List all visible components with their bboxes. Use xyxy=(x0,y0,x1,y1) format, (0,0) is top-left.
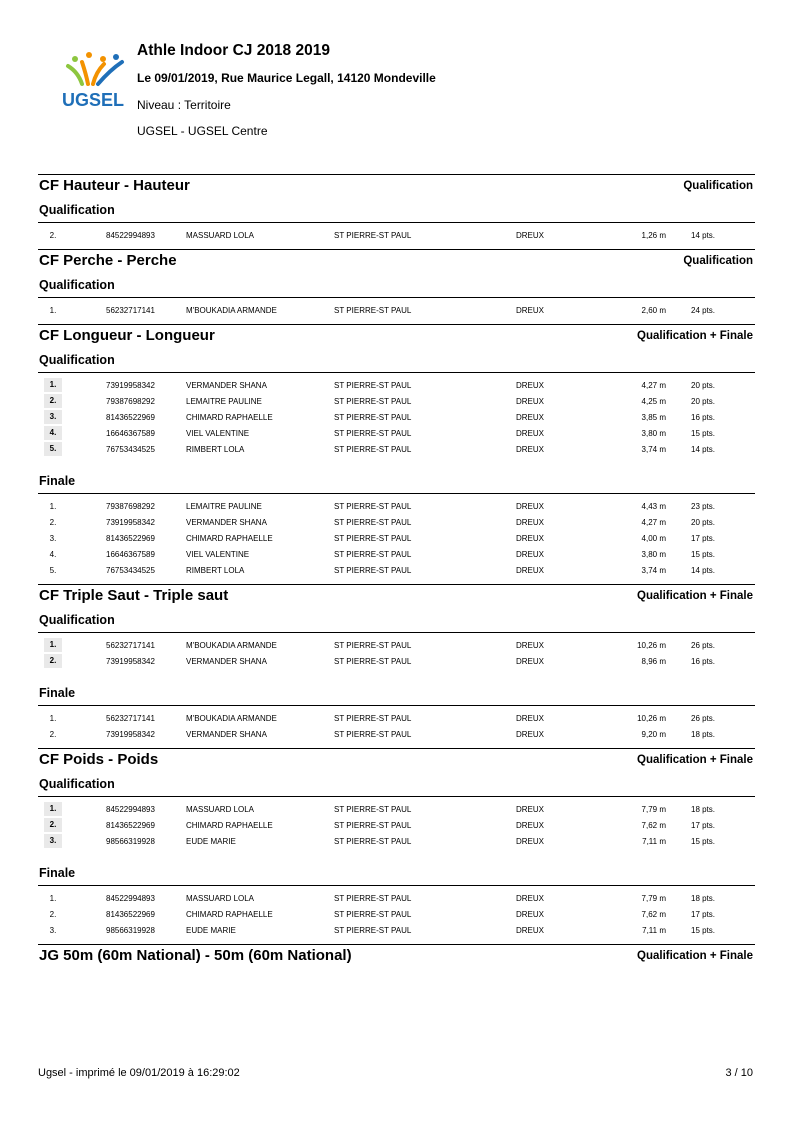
points-cell: 16 pts. xyxy=(691,657,716,666)
rank-cell: 3. xyxy=(49,534,57,543)
city-cell: DREUX xyxy=(516,231,545,240)
license-cell: 16646367589 xyxy=(106,550,155,559)
result-row xyxy=(38,906,755,922)
club-cell: ST PIERRE-ST PAUL xyxy=(334,518,412,527)
result-row xyxy=(38,530,755,546)
event-name: CF Longueur - Longueur xyxy=(39,327,215,344)
result-row xyxy=(38,653,755,669)
license-cell: 84522994893 xyxy=(106,894,155,903)
phase-spacer xyxy=(38,675,755,683)
result-row xyxy=(38,393,755,409)
athlete-name-cell: CHIMARD RAPHAELLE xyxy=(186,534,273,543)
performance-cell: 3,85 m xyxy=(641,413,666,422)
rank-cell: 2. xyxy=(49,231,57,240)
license-cell: 79387698292 xyxy=(106,502,155,511)
license-cell: 84522994893 xyxy=(106,805,155,814)
athlete-name-cell: MASSUARD LOLA xyxy=(186,231,255,240)
performance-cell: 10,26 m xyxy=(637,714,666,723)
club-cell: ST PIERRE-ST PAUL xyxy=(334,837,412,846)
rank-cell: 2. xyxy=(44,394,62,408)
result-row xyxy=(38,441,755,457)
points-cell: 20 pts. xyxy=(691,381,716,390)
phase-label: Finale xyxy=(39,474,76,488)
event-name: CF Triple Saut - Triple saut xyxy=(39,587,229,604)
phase-label: Finale xyxy=(39,866,76,880)
city-cell: DREUX xyxy=(516,805,545,814)
club-cell: ST PIERRE-ST PAUL xyxy=(334,381,412,390)
athlete-name-cell: M'BOUKADIA ARMANDE xyxy=(186,714,277,723)
club-cell: ST PIERRE-ST PAUL xyxy=(334,714,412,723)
points-cell: 17 pts. xyxy=(691,821,716,830)
event-type: Qualification xyxy=(683,180,753,192)
city-cell: DREUX xyxy=(516,821,545,830)
club-cell: ST PIERRE-ST PAUL xyxy=(334,566,412,575)
city-cell: DREUX xyxy=(516,534,545,543)
rank-cell: 1. xyxy=(49,502,57,511)
rank-cell: 1. xyxy=(49,894,57,903)
city-cell: DREUX xyxy=(516,657,545,666)
rank-cell: 1. xyxy=(49,306,57,315)
result-row xyxy=(38,514,755,530)
rank-cell: 5. xyxy=(44,442,62,456)
rank-cell: 2. xyxy=(44,818,62,832)
phase-spacer xyxy=(38,855,755,863)
athlete-name-cell: LEMAITRE PAULINE xyxy=(186,502,262,511)
athlete-name-cell: M'BOUKADIA ARMANDE xyxy=(186,641,277,650)
event-type: Qualification + Finale xyxy=(637,330,753,342)
license-cell: 73919958342 xyxy=(106,518,155,527)
performance-cell: 3,74 m xyxy=(641,566,666,575)
rank-cell: 3. xyxy=(49,926,57,935)
results-content xyxy=(38,174,755,970)
city-cell: DREUX xyxy=(516,502,545,511)
page-number: 3 / 10 xyxy=(725,1067,753,1079)
points-cell: 15 pts. xyxy=(691,837,716,846)
ugsel-logo-graphic xyxy=(60,52,130,112)
points-cell: 14 pts. xyxy=(691,445,716,454)
performance-cell: 9,20 m xyxy=(641,730,666,739)
points-cell: 14 pts. xyxy=(691,566,716,575)
license-cell: 84522994893 xyxy=(106,231,155,240)
performance-cell: 4,27 m xyxy=(641,518,666,527)
phase-header xyxy=(38,683,755,706)
results-table xyxy=(38,886,755,944)
points-cell: 15 pts. xyxy=(691,926,716,935)
performance-cell: 7,79 m xyxy=(641,894,666,903)
event-header xyxy=(38,249,755,275)
club-cell: ST PIERRE-ST PAUL xyxy=(334,413,412,422)
rank-cell: 2. xyxy=(49,518,57,527)
performance-cell: 3,80 m xyxy=(641,550,666,559)
license-cell: 81436522969 xyxy=(106,821,155,830)
event-header xyxy=(38,174,755,200)
phase-header xyxy=(38,350,755,373)
performance-cell: 7,11 m xyxy=(642,837,666,846)
city-cell: DREUX xyxy=(516,730,545,739)
phase-header xyxy=(38,200,755,223)
license-cell: 73919958342 xyxy=(106,657,155,666)
athlete-name-cell: VERMANDER SHANA xyxy=(186,381,267,390)
results-table xyxy=(38,633,755,675)
license-cell: 56232717141 xyxy=(106,714,155,723)
license-cell: 76753434525 xyxy=(106,445,155,454)
phase-header xyxy=(38,610,755,633)
rank-cell: 4. xyxy=(49,550,57,559)
city-cell: DREUX xyxy=(516,837,545,846)
results-table xyxy=(38,706,755,748)
result-row xyxy=(38,498,755,514)
performance-cell: 3,74 m xyxy=(641,445,666,454)
result-row xyxy=(38,377,755,393)
results-table xyxy=(38,494,755,584)
city-cell: DREUX xyxy=(516,550,545,559)
club-cell: ST PIERRE-ST PAUL xyxy=(334,502,412,511)
rank-cell: 4. xyxy=(44,426,62,440)
athlete-name-cell: EUDE MARIE xyxy=(186,926,236,935)
performance-cell: 4,00 m xyxy=(641,534,666,543)
result-row xyxy=(38,227,755,243)
points-cell: 26 pts. xyxy=(691,714,716,723)
points-cell: 24 pts. xyxy=(691,306,716,315)
club-cell: ST PIERRE-ST PAUL xyxy=(334,550,412,559)
points-cell: 14 pts. xyxy=(691,231,716,240)
performance-cell: 8,96 m xyxy=(641,657,666,666)
athlete-name-cell: VIEL VALENTINE xyxy=(186,550,250,559)
athlete-name-cell: CHIMARD RAPHAELLE xyxy=(186,413,273,422)
athlete-name-cell: MASSUARD LOLA xyxy=(186,805,255,814)
performance-cell: 7,11 m xyxy=(642,926,666,935)
license-cell: 76753434525 xyxy=(106,566,155,575)
license-cell: 56232717141 xyxy=(106,641,155,650)
club-cell: ST PIERRE-ST PAUL xyxy=(334,910,412,919)
event-type: Qualification + Finale xyxy=(637,590,753,602)
rank-cell: 1. xyxy=(49,714,57,723)
performance-cell: 3,80 m xyxy=(641,429,666,438)
city-cell: DREUX xyxy=(516,926,545,935)
club-cell: ST PIERRE-ST PAUL xyxy=(334,821,412,830)
phase-label: Finale xyxy=(39,686,76,700)
club-cell: ST PIERRE-ST PAUL xyxy=(334,306,412,315)
athlete-name-cell: RIMBERT LOLA xyxy=(186,566,245,575)
rank-cell: 3. xyxy=(44,410,62,424)
event-header xyxy=(38,584,755,610)
points-cell: 18 pts. xyxy=(691,894,716,903)
rank-cell: 3. xyxy=(44,834,62,848)
license-cell: 98566319928 xyxy=(106,926,155,935)
athlete-name-cell: VIEL VALENTINE xyxy=(186,429,250,438)
points-cell: 26 pts. xyxy=(691,641,716,650)
license-cell: 56232717141 xyxy=(106,306,155,315)
performance-cell: 7,62 m xyxy=(641,821,666,830)
city-cell: DREUX xyxy=(516,397,545,406)
athlete-name-cell: EUDE MARIE xyxy=(186,837,236,846)
result-row xyxy=(38,890,755,906)
phase-label: Qualification xyxy=(39,613,115,627)
club-cell: ST PIERRE-ST PAUL xyxy=(334,730,412,739)
points-cell: 15 pts. xyxy=(691,429,716,438)
performance-cell: 4,43 m xyxy=(641,502,666,511)
event-header xyxy=(38,944,755,970)
club-cell: ST PIERRE-ST PAUL xyxy=(334,534,412,543)
city-cell: DREUX xyxy=(516,641,545,650)
phase-header xyxy=(38,275,755,298)
license-cell: 73919958342 xyxy=(106,730,155,739)
athlete-name-cell: CHIMARD RAPHAELLE xyxy=(186,910,273,919)
print-timestamp: Ugsel - imprimé le 09/01/2019 à 16:29:02 xyxy=(38,1067,240,1079)
level-label: Niveau : Territoire xyxy=(137,98,231,112)
license-cell: 81436522969 xyxy=(106,910,155,919)
event-name: CF Perche - Perche xyxy=(39,252,177,269)
points-cell: 20 pts. xyxy=(691,397,716,406)
points-cell: 18 pts. xyxy=(691,805,716,814)
performance-cell: 10,26 m xyxy=(637,641,666,650)
rank-cell: 5. xyxy=(49,566,57,575)
points-cell: 16 pts. xyxy=(691,413,716,422)
event-date-location: Le 09/01/2019, Rue Maurice Legall, 14120 Mondeville xyxy=(137,71,436,85)
result-row xyxy=(38,409,755,425)
license-cell: 79387698292 xyxy=(106,397,155,406)
city-cell: DREUX xyxy=(516,429,545,438)
club-cell: ST PIERRE-ST PAUL xyxy=(334,429,412,438)
points-cell: 17 pts. xyxy=(691,534,716,543)
athlete-name-cell: VERMANDER SHANA xyxy=(186,730,267,739)
performance-cell: 2,60 m xyxy=(641,306,666,315)
result-row xyxy=(38,546,755,562)
athlete-name-cell: VERMANDER SHANA xyxy=(186,518,267,527)
points-cell: 15 pts. xyxy=(691,550,716,559)
city-cell: DREUX xyxy=(516,910,545,919)
document-title: Athle Indoor CJ 2018 2019 xyxy=(137,42,330,59)
license-cell: 81436522969 xyxy=(106,413,155,422)
city-cell: DREUX xyxy=(516,714,545,723)
performance-cell: 4,27 m xyxy=(641,381,666,390)
performance-cell: 4,25 m xyxy=(641,397,666,406)
license-cell: 98566319928 xyxy=(106,837,155,846)
results-table xyxy=(38,298,755,324)
results-table xyxy=(38,797,755,855)
rank-cell: 1. xyxy=(44,802,62,816)
license-cell: 73919958342 xyxy=(106,381,155,390)
rank-cell: 2. xyxy=(44,654,62,668)
phase-label: Qualification xyxy=(39,278,115,292)
club-cell: ST PIERRE-ST PAUL xyxy=(334,641,412,650)
event-type: Qualification + Finale xyxy=(637,754,753,766)
rank-cell: 2. xyxy=(49,730,57,739)
result-row xyxy=(38,710,755,726)
city-cell: DREUX xyxy=(516,894,545,903)
city-cell: DREUX xyxy=(516,413,545,422)
result-row xyxy=(38,425,755,441)
athlete-name-cell: LEMAITRE PAULINE xyxy=(186,397,262,406)
event-type: Qualification + Finale xyxy=(637,950,753,962)
points-cell: 23 pts. xyxy=(691,502,716,511)
points-cell: 20 pts. xyxy=(691,518,716,527)
athlete-name-cell: CHIMARD RAPHAELLE xyxy=(186,821,273,830)
phase-label: Qualification xyxy=(39,353,115,367)
event-type: Qualification xyxy=(683,255,753,267)
club-cell: ST PIERRE-ST PAUL xyxy=(334,445,412,454)
ugsel-logo xyxy=(60,52,130,112)
athlete-name-cell: M'BOUKADIA ARMANDE xyxy=(186,306,277,315)
rank-cell: 1. xyxy=(44,638,62,652)
club-cell: ST PIERRE-ST PAUL xyxy=(334,397,412,406)
athlete-name-cell: VERMANDER SHANA xyxy=(186,657,267,666)
city-cell: DREUX xyxy=(516,445,545,454)
city-cell: DREUX xyxy=(516,306,545,315)
performance-cell: 1,26 m xyxy=(641,231,666,240)
athlete-name-cell: MASSUARD LOLA xyxy=(186,894,255,903)
performance-cell: 7,62 m xyxy=(641,910,666,919)
result-row xyxy=(38,637,755,653)
city-cell: DREUX xyxy=(516,518,545,527)
phase-header xyxy=(38,774,755,797)
event-header xyxy=(38,324,755,350)
athlete-name-cell: RIMBERT LOLA xyxy=(186,445,245,454)
result-row xyxy=(38,833,755,849)
organization-label: UGSEL - UGSEL Centre xyxy=(137,124,268,138)
result-row xyxy=(38,302,755,318)
rank-cell: 2. xyxy=(49,910,57,919)
license-cell: 81436522969 xyxy=(106,534,155,543)
club-cell: ST PIERRE-ST PAUL xyxy=(334,231,412,240)
result-row xyxy=(38,817,755,833)
result-row xyxy=(38,562,755,578)
club-cell: ST PIERRE-ST PAUL xyxy=(334,805,412,814)
event-name: CF Poids - Poids xyxy=(39,751,159,768)
event-name: CF Hauteur - Hauteur xyxy=(39,177,190,194)
license-cell: 16646367589 xyxy=(106,429,155,438)
event-header xyxy=(38,748,755,774)
points-cell: 17 pts. xyxy=(691,910,716,919)
performance-cell: 7,79 m xyxy=(641,805,666,814)
phase-header xyxy=(38,863,755,886)
phase-spacer xyxy=(38,463,755,471)
city-cell: DREUX xyxy=(516,381,545,390)
result-row xyxy=(38,726,755,742)
rank-cell: 1. xyxy=(44,378,62,392)
city-cell: DREUX xyxy=(516,566,545,575)
phase-label: Qualification xyxy=(39,777,115,791)
phase-label: Qualification xyxy=(39,203,115,217)
result-row xyxy=(38,922,755,938)
club-cell: ST PIERRE-ST PAUL xyxy=(334,657,412,666)
club-cell: ST PIERRE-ST PAUL xyxy=(334,894,412,903)
event-name: JG 50m (60m National) - 50m (60m National) xyxy=(39,947,352,964)
svg-text:UGSEL: UGSEL xyxy=(62,90,125,110)
result-row xyxy=(38,801,755,817)
points-cell: 18 pts. xyxy=(691,730,716,739)
phase-header xyxy=(38,471,755,494)
club-cell: ST PIERRE-ST PAUL xyxy=(334,926,412,935)
results-table xyxy=(38,373,755,463)
results-table xyxy=(38,223,755,249)
